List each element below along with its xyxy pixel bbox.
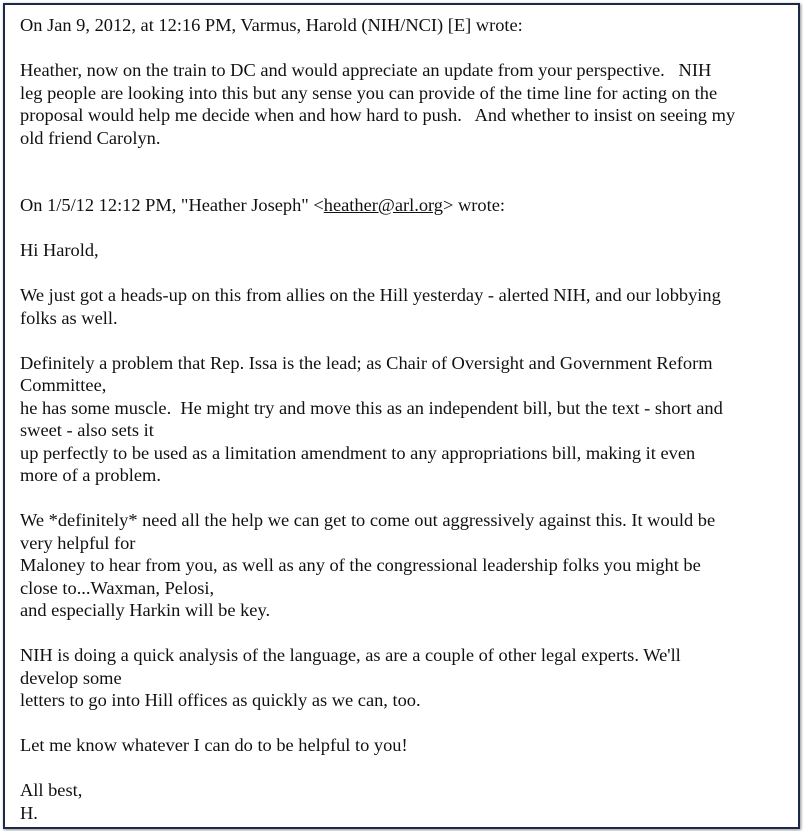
header-prefix: On 1/5/12 12:12 PM, "Heather Joseph" < bbox=[20, 195, 324, 215]
text-line: Committee, bbox=[20, 375, 107, 395]
text-line: very helpful for bbox=[20, 532, 136, 553]
email-thread bbox=[20, 14, 792, 824]
email-link[interactable]: heather@arl.org bbox=[323, 195, 444, 215]
text-line: leg people are looking into this but any sense you can provide of the time line for acting on the bbox=[20, 82, 718, 103]
text-line: and especially Harkin will be key. bbox=[20, 600, 271, 620]
text-line: sweet - also sets it bbox=[20, 420, 154, 440]
document-frame bbox=[3, 3, 800, 829]
text-line: We *definitely* need all the help we can get to come out aggressively against this. It would be bbox=[20, 510, 716, 530]
text-line: close to...Waxman, Pelosi, bbox=[20, 577, 215, 598]
email-header bbox=[20, 194, 792, 217]
text-line: Heather, now on the train to DC and would appreciate an update from your perspective. NIH bbox=[20, 60, 712, 80]
text-line: he has some muscle. He might try and move this as an independent bill, but the text - short and bbox=[20, 397, 723, 418]
text-line: We just got a heads-up on this from allies on the Hill yesterday - alerted NIH, and our lobbying bbox=[20, 285, 721, 305]
text-line: more of a problem. bbox=[20, 465, 161, 485]
email-body-paragraph bbox=[20, 352, 792, 487]
text-line: NIH is doing a quick analysis of the language, as are a couple of other legal experts. We'll bbox=[20, 645, 681, 665]
email-body-paragraph bbox=[20, 509, 792, 622]
header-suffix: > wrote: bbox=[443, 195, 505, 215]
email-body-paragraph bbox=[20, 644, 792, 712]
text-line: old friend Carolyn. bbox=[20, 127, 161, 148]
email-body-paragraph bbox=[20, 59, 792, 149]
text-line: develop some bbox=[20, 667, 122, 688]
signoff: All best, bbox=[20, 780, 83, 800]
text-line: up perfectly to be used as a limitation amendment to any appropriations bill, making it even bbox=[20, 442, 696, 463]
greeting: Hi Harold, bbox=[20, 240, 99, 260]
text-line: letters to go into Hill offices as quickly as we can, too. bbox=[20, 690, 421, 710]
closing-paragraph: Let me know whatever I can do to be helpful to you! bbox=[20, 735, 408, 755]
email-body-paragraph bbox=[20, 284, 792, 329]
text-line: Maloney to hear from you, as well as any of the congressional leadership folks you might be bbox=[20, 555, 701, 575]
text-line: folks as well. bbox=[20, 307, 118, 328]
email-header: On Jan 9, 2012, at 12:16 PM, Varmus, Harold (NIH/NCI) [E] wrote: bbox=[20, 15, 523, 35]
text-line: proposal would help me decide when and how hard to push. And whether to insist on seeing my bbox=[20, 105, 736, 125]
signature: H. bbox=[20, 802, 38, 823]
text-line: Definitely a problem that Rep. Issa is the lead; as Chair of Oversight and Government Reform bbox=[20, 352, 713, 373]
